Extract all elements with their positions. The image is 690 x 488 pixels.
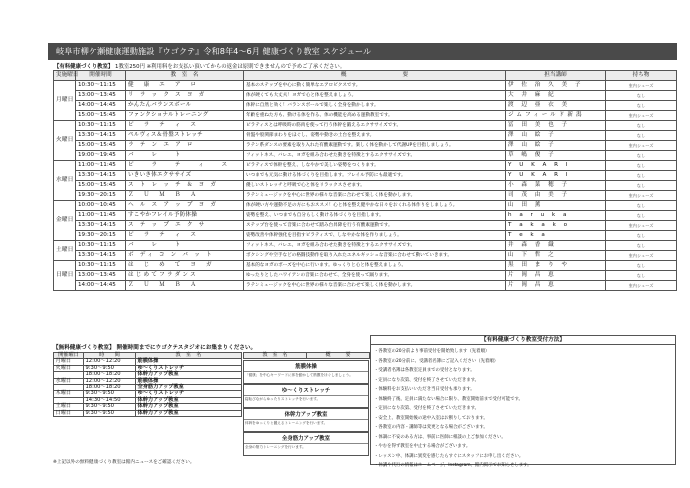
instructor-cell: 片 岡 昌 恵: [506, 271, 606, 281]
class-name-cell: は じ め て ヨ ガ: [126, 261, 244, 271]
items-cell: なし: [606, 271, 677, 281]
free-time-cell: 18:00～18:20: [84, 372, 136, 378]
table-row: [54, 251, 677, 261]
items-cell: なし: [606, 201, 677, 211]
instructor-cell: 山 下 哲 之: [506, 251, 606, 261]
free-cls-cell: 体幹力アップ教室: [136, 397, 242, 403]
table-row: [54, 151, 677, 161]
class-name-cell: ス テ ッ プ エ ク サ: [126, 221, 244, 231]
description-cell: 骨盤や股関節まわりをほぐし、姿勢や動きの土台を整えます。: [244, 131, 506, 141]
table-row: [54, 191, 677, 201]
free-schedule-table: [53, 352, 242, 417]
class-name-cell: すこやかフレイル予防体操: [126, 211, 244, 221]
instructor-cell: T a k a k o: [506, 221, 606, 231]
time-cell: 13:30～14:15: [76, 171, 126, 181]
description-cell: 体が硬い方や運動不足の方にもおススメ！心と体を整え健やかな日々をおくれる体作りをしましょう。: [244, 201, 506, 211]
description-cell: 体が硬くても大丈夫！ヨガで心と体を整えましょう。: [244, 91, 506, 101]
day-cell: 金曜日: [54, 201, 76, 241]
rule-item: ・各教室の20分前より事前受付を開始致します（先着順）: [374, 349, 490, 354]
free-cls-cell: 筋膜体操: [136, 359, 242, 365]
day-cell: 火曜日: [54, 121, 76, 161]
pricing-note: [54, 62, 674, 70]
free-time-cell: 12:00～12:20: [84, 359, 136, 365]
rule-item: ・定員になり次第、受付を終了させていただきます。: [374, 377, 480, 383]
free-cls-cell: 全身筋力アップ教室: [136, 385, 242, 391]
class-name-cell: ラ テ ン エ ア ロ: [126, 141, 244, 151]
time-cell: 15:00～15:45: [76, 141, 126, 151]
table-row: [54, 181, 677, 191]
free-header-day: 開催曜日: [54, 353, 84, 359]
free-time-cell: 12:00～12:20: [84, 378, 136, 384]
paid-schedule-table: [53, 70, 677, 291]
time-cell: 15:00～15:45: [76, 181, 126, 191]
items-cell: 室内シューズ: [606, 221, 677, 231]
free-class-descriptions: [243, 352, 370, 359]
class-name-cell: Ｚ Ｕ Ｍ Ｂ Ａ: [126, 281, 244, 291]
instructor-cell: 伊 佐 治 久 美 子: [506, 81, 606, 91]
time-cell: 10:30～11:15: [76, 261, 126, 271]
free-day-cell: 土曜日: [54, 404, 84, 410]
class-name-cell: リ ラ ッ ク ス ヨ ガ: [126, 91, 244, 101]
rule-item: ・安全上、教室開始後の途中入室はお断りしております。: [374, 415, 488, 421]
free-time-cell: 18:00～18:20: [84, 385, 136, 391]
class-name-cell: 健 康 エ ア ロ: [126, 81, 244, 91]
free-table-row: [54, 410, 242, 416]
items-cell: 室内シューズ: [606, 281, 677, 291]
rule-item: ・受講者名簿は各教室定員までの受付となります。: [374, 368, 475, 373]
time-cell: 19:00～19:45: [76, 151, 126, 161]
items-cell: なし: [606, 241, 677, 251]
instructor-cell: ジムフィールド新潟: [506, 111, 606, 121]
instructor-cell: 草 嶋 俊 子: [506, 151, 606, 161]
free-class-box-desc: 寝転びながらゆったりストレッチを行います。: [245, 397, 321, 401]
description-cell: ラテンミュージックを中心に世界の様々な音楽に合わせて楽しく体を動かします。: [244, 191, 506, 201]
free-day-cell: 水曜日: [54, 378, 84, 384]
time-cell: 10:30～11:15: [76, 121, 126, 131]
time-cell: 10:30～11:15: [76, 241, 126, 251]
free-cls-cell: ゆ～くりストレッチ: [136, 365, 242, 371]
time-cell: 19:30～20:15: [76, 231, 126, 241]
description-cell: ステップ台を使って音楽に合わせて踏み台昇降を行う有酸素運動です。: [244, 221, 506, 231]
header-class: 教 室 名: [126, 71, 244, 81]
day-cell: 月曜日: [54, 81, 76, 121]
free-schedule-body: [54, 359, 242, 417]
time-cell: 10:00～10:45: [76, 201, 126, 211]
table-row: [54, 161, 677, 171]
table-row: [54, 81, 677, 91]
free-day-cell: 火曜日: [54, 365, 84, 371]
rule-item: ・体験終了後、定員に満たない場合に限り、教室開始前まで受付可能です。: [374, 396, 523, 402]
class-name-cell: いきいき体エクササイズ: [126, 171, 244, 181]
rule-item: ・休講や代行の情報はホームページ、Instagram、館内掲示でお知らせします。: [374, 463, 532, 468]
rule-item: ・各教室の内容・講師等は変更となる場合がございます。: [374, 425, 488, 430]
free-class-box: [243, 408, 369, 432]
time-cell: 13:00～13:45: [76, 271, 126, 281]
table-row: [54, 201, 677, 211]
free-cls-cell: 筋膜体操: [136, 378, 242, 384]
items-cell: なし: [606, 91, 677, 101]
description-cell: フィットネス、バレエ、ヨガを組み合わせた動きを特徴とするエクササイズです。: [244, 241, 506, 251]
free-class-box: [243, 432, 369, 456]
time-cell: 13:30～14:15: [76, 251, 126, 261]
description-cell: 基本のステップを中心に動く簡単なエアロビクスです。: [244, 81, 506, 91]
pricing-note-label: 【有料健康づくり教室】: [54, 64, 114, 70]
free-time-cell: 9:30～9:50: [84, 410, 136, 416]
rule-item: ・定員になり次第、受付を終了させていただきます。: [374, 406, 480, 411]
table-row: [54, 171, 677, 181]
header-time: 開催時間: [76, 71, 126, 81]
free-header-class: 教 室 名: [136, 353, 242, 359]
description-cell: いつまでも元気に動ける体づくりを目指します。フレイル予防にも最適です。: [244, 171, 506, 181]
instructor-cell: Y U K A R I: [506, 161, 606, 171]
table-row: [54, 241, 677, 251]
free-class-box-title: 筋膜体操: [244, 361, 368, 372]
items-cell: なし: [606, 211, 677, 221]
instructor-cell: Y U K A R I: [506, 171, 606, 181]
items-cell: なし: [606, 101, 677, 111]
table-row: [54, 211, 677, 221]
day-cell: 日曜日: [54, 261, 76, 291]
time-cell: 11:00～11:45: [76, 211, 126, 221]
description-cell: ラテンミュージックを中心に世界の様々な音楽に合わせて楽しく体を動かします。: [244, 281, 506, 291]
items-cell: 室内シューズ: [606, 141, 677, 151]
items-cell: 室内シューズ: [606, 251, 677, 261]
reception-rules-list: [371, 345, 675, 473]
table-row: [54, 141, 677, 151]
table-row: [54, 121, 677, 131]
description-cell: 姿勢を整え、いつまでも自分らしく動ける体づくりを目指します。: [244, 211, 506, 221]
class-name-cell: かんたんバランスボール: [126, 101, 244, 111]
free-class-boxes: [243, 360, 369, 456]
class-name-cell: ファンクショナルトレーニング: [126, 111, 244, 121]
class-name-cell: Ｚ Ｕ Ｍ Ｂ Ａ: [126, 191, 244, 201]
time-cell: 13:30～14:15: [76, 221, 126, 231]
header-instructor: 担当講師: [506, 71, 606, 81]
time-cell: 14:00～14:45: [76, 101, 126, 111]
rule-item: ・やむを得ず教室を中止する場合がございます。: [374, 444, 471, 449]
rule-item: ・レッスン中、体調に異変を感じたらすぐにスタッフにお申し出ください。: [374, 453, 524, 459]
items-cell: 室内シューズ: [606, 111, 677, 121]
free-cls-cell: 体幹力アップ教室: [136, 410, 242, 416]
instructor-cell: 片 岡 昌 恵: [506, 281, 606, 291]
class-name-cell: は じ め て フ ラ ダ ン ス: [126, 271, 244, 281]
table-row: [54, 231, 677, 241]
free-header-time: 時 間: [84, 353, 136, 359]
table-row: [54, 111, 677, 121]
items-cell: なし: [606, 131, 677, 141]
table-row: [54, 131, 677, 141]
time-cell: 13:00～13:45: [76, 91, 126, 101]
free-class-box-title: 体幹力アップ教室: [244, 409, 368, 420]
free-time-cell: 9:30～9:50: [84, 404, 136, 410]
free-time-cell: 9:30～9:50: [84, 365, 136, 371]
items-cell: なし: [606, 231, 677, 241]
instructor-cell: 黒 田 ま り や: [506, 261, 606, 271]
free-footnote: ※上記以外の無料健康づくり教室は館内ニュースをご確認ください。: [53, 460, 195, 465]
instructor-cell: T e k a: [506, 231, 606, 241]
rule-item: ・体調に不安のある方は、事前に医師に相談の上ご参加ください。: [374, 434, 506, 440]
header-items: 持ち物: [606, 71, 677, 81]
items-cell: なし: [606, 171, 677, 181]
instructor-cell: 澤 山 絵 子: [506, 131, 606, 141]
header-description: 概 要: [244, 71, 506, 81]
class-name-cell: ス ト レ ッ チ ＆ ヨ ガ: [126, 181, 244, 191]
time-cell: 19:30～20:15: [76, 191, 126, 201]
items-cell: 室内シューズ: [606, 191, 677, 201]
instructor-cell: 大 井 麻 紀: [506, 91, 606, 101]
description-cell: ピラティスで体幹を整え、しなやかで美しい姿勢をつくります。: [244, 161, 506, 171]
mid-header-desc: 概 要: [307, 353, 370, 359]
class-name-cell: ペルヴィス＆骨盤ストレッチ: [126, 131, 244, 141]
table-row: [54, 281, 677, 291]
description-cell: ボクシングや空手などの格闘技動作を取り入れたエネルギッシュな音楽に合わせて動いていきます。: [244, 251, 506, 261]
free-cls-cell: 体幹力アップ教室: [136, 404, 242, 410]
items-cell: 室内シューズ: [606, 81, 677, 91]
description-cell: 体幹に自然と効く！バランスボールで楽しく全身を動かします。: [244, 101, 506, 111]
free-class-box-desc: 全身の筋力トレーニングを行います。: [245, 445, 306, 449]
table-row: [54, 221, 677, 231]
time-cell: 14:00～14:45: [76, 281, 126, 291]
day-cell: 水曜日: [54, 161, 76, 201]
instructor-cell: 冨 田 美 也 子: [506, 121, 606, 131]
rule-item: ・体験料をお支払いいただき当日受付も承ります。: [374, 387, 475, 392]
description-cell: ピラティスとは呼吸時の筋肉を使って行う体幹を鍛えるエクササイズです。: [244, 121, 506, 131]
description-cell: 基本的なヨガのポーズを中心に行います。ゆっくりと心と体を整えましょう。: [244, 261, 506, 271]
free-class-box-title: 全身筋力アップ教室: [244, 433, 368, 444]
free-class-box-desc: 体幹をゆっくりと鍛えるトレーニングを行います。: [245, 421, 328, 425]
reception-rules-title: 【有料健康づくり教室受付方法】: [371, 336, 675, 345]
table-row: [54, 101, 677, 111]
free-day-cell: 木曜日: [54, 391, 84, 397]
class-name-cell: バ レ ト: [126, 151, 244, 161]
description-cell: 優しいストレッチと呼吸で心と体をリラックスさせます。: [244, 181, 506, 191]
mid-header-class: 教 室 名: [244, 353, 307, 359]
day-cell: 土曜日: [54, 241, 76, 261]
description-cell: 年齢を重ねた方も、動ける体を作る、体の機能を高める運動教室です。: [244, 111, 506, 121]
instructor-cell: 澤 山 絵 子: [506, 141, 606, 151]
description-cell: フィットネス、バレエ、ヨガを組み合わせた動きを特徴とするエクササイズです。: [244, 151, 506, 161]
paid-schedule-body: [54, 81, 677, 291]
class-name-cell: ヘ ル ス ア ッ プ ヨ ガ: [126, 201, 244, 211]
page-banner: 岐阜市柳ケ瀬健康運動施設『ウゴクテ』令和8年4～6月 健康づくり教室 スケジュール: [48, 43, 677, 60]
class-name-cell: バ レ ト: [126, 241, 244, 251]
free-time-cell: 9:30～9:50: [84, 391, 136, 397]
instructor-cell: 小 森 菜 穂 子: [506, 181, 606, 191]
free-day-cell: 月曜日: [54, 359, 84, 365]
time-cell: 13:30～14:15: [76, 131, 126, 141]
description-cell: 姿勢改善や体幹強化を目指すピラティスで、しなやかな体を作りましょう。: [244, 231, 506, 241]
description-cell: ゆったりとしたハワイアンの音楽に合わせて、全身を使って踊ります。: [244, 271, 506, 281]
class-name-cell: ピ ラ テ ィ ス: [126, 161, 244, 171]
table-row: [54, 91, 677, 101]
description-cell: ラテン系ダンスの要素を取り入れた有酸素運動です。楽しく体を動かして代謝UPを目指しましょう。: [244, 141, 506, 151]
table-row: [54, 271, 677, 281]
rule-item: ・各教室の20分前に、受講者名簿にご記入ください（先着順）: [374, 358, 499, 364]
free-day-cell: 日曜日: [54, 410, 84, 416]
time-cell: 10:30～11:15: [76, 81, 126, 91]
free-classes-title: 【無料健康づくり教室】 開催時間までにウゴクテスタジオにお集まりください。: [53, 345, 257, 351]
class-name-cell: ピ ラ テ ィ ス: [126, 231, 244, 241]
time-cell: 15:00～15:45: [76, 111, 126, 121]
instructor-cell: h a r u k a: [506, 211, 606, 221]
instructor-cell: 井 森 香 織: [506, 241, 606, 251]
table-row: [54, 261, 677, 271]
items-cell: なし: [606, 121, 677, 131]
class-name-cell: ピ ラ テ ィ ス: [126, 121, 244, 131]
class-name-cell: ボ ディ コ ン バ ッ ト: [126, 251, 244, 261]
instructor-cell: 渡 辺 亜 衣 美: [506, 101, 606, 111]
pricing-note-text: 1教室250円 ※利用料をお支払い頂いてからの返金は原則できませんので予めご了承ください。: [113, 64, 346, 70]
time-cell: 11:00～11:45: [76, 161, 126, 171]
items-cell: なし: [606, 151, 677, 161]
items-cell: なし: [606, 181, 677, 191]
free-time-cell: 14:30～14:50: [84, 397, 136, 403]
free-cls-cell: ゆ～くりストレッチ: [136, 391, 242, 397]
items-cell: なし: [606, 161, 677, 171]
items-cell: なし: [606, 261, 677, 271]
instructor-cell: 山 田 薫: [506, 201, 606, 211]
reception-rules: [370, 335, 676, 468]
free-cls-cell: 体幹力アップ教室: [136, 372, 242, 378]
free-class-box: [243, 384, 369, 408]
free-class-box-desc: 「健康」を中心キーワードに体を動かして筋膜をほぐしましょう。: [245, 373, 353, 377]
free-class-box: [243, 360, 369, 384]
header-day: 実施曜日: [54, 71, 76, 81]
free-class-box-title: ゆ～くりストレッチ: [244, 385, 368, 396]
instructor-cell: 司 茂 由 美 子: [506, 191, 606, 201]
